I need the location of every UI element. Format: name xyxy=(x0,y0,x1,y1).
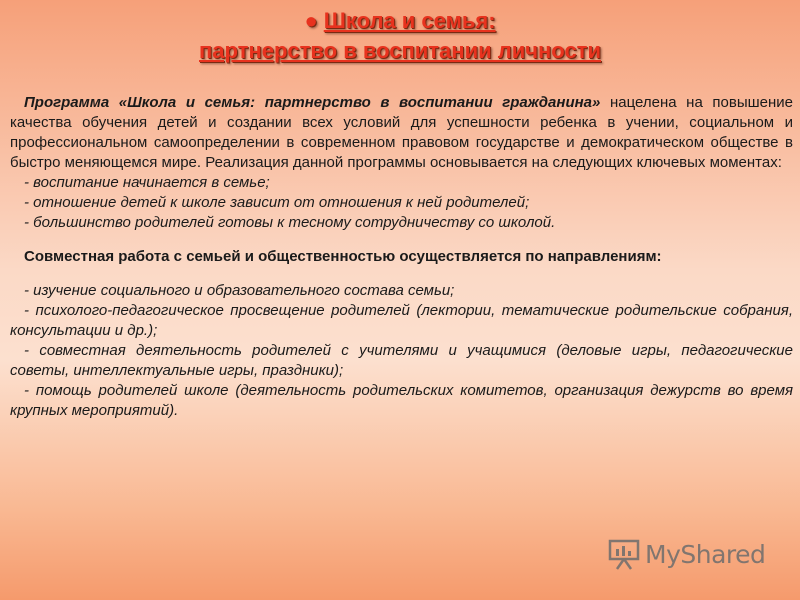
slide-body xyxy=(10,93,793,421)
key-point-3: - большинство родителей готовы к тесному сотрудничеству со школой. xyxy=(24,214,556,231)
key-point-2: - отношение детей к школе зависит от отношения к ней родителей; xyxy=(24,194,530,211)
title-line-1 xyxy=(0,6,800,36)
direction-item-1: - изучение социального и образовательного состава семьи; xyxy=(24,282,455,299)
directions-heading: Совместная работа с семьей и общественностью осуществляется по направлениям: xyxy=(24,248,662,265)
bullet-icon: ● xyxy=(304,8,318,33)
watermark-text: MyShared xyxy=(645,539,766,569)
program-text: нацелена на повышение качества обучения детей и создании всех условий для успешности ребенка в учении, социальном и профессиональном самоопределении в современном правовом государстве и демократическом обществе в быстро меняющемся мире. Реализация данной программы основывается на следующих ключевых моментах: xyxy=(10,94,794,171)
program-paragraph xyxy=(10,93,793,173)
myshared-watermark xyxy=(607,534,765,574)
direction-item-4: - помощь родителей школе (деятельность родительских комитетов, организация дежурств во время крупных мероприятий). xyxy=(10,382,793,419)
key-point-1: - воспитание начинается в семье; xyxy=(24,174,270,191)
title-line-2: партнерство в воспитании личности xyxy=(199,38,601,63)
direction-item-3: - совместная деятельность родителей с учителями и учащимися (деловые игры, педагогические советы, интеллектуальные игры, праздники); xyxy=(10,342,793,379)
presentation-board-icon xyxy=(607,538,641,570)
direction-item-2: - психолого-педагогическое просвещение родителей (лектории, тематические родительские собрания, консультации и др.); xyxy=(10,302,793,339)
title-text-1: Школа и семья: xyxy=(323,8,496,33)
slide-title xyxy=(0,6,800,66)
program-intro: Программа «Школа и семья: партнерство в воспитании гражданина» xyxy=(24,94,601,111)
